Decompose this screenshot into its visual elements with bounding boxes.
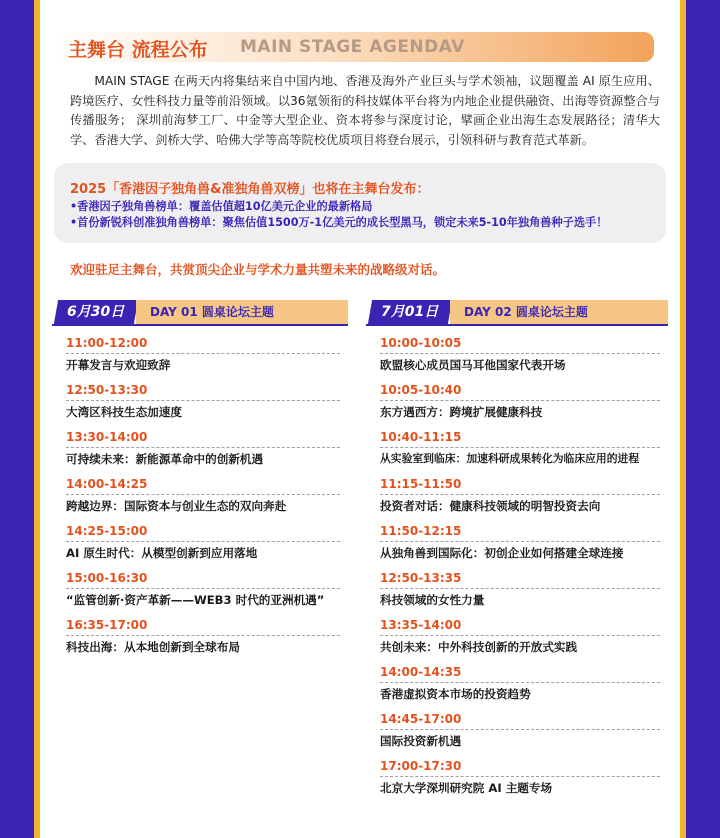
schedule-item (380, 334, 668, 381)
schedule-item (380, 616, 668, 663)
session-topic: “监管创新·资产革新——WEB3 时代的亚洲机遇” (66, 593, 325, 607)
left-border (0, 0, 40, 838)
schedule-item (66, 381, 348, 428)
session-topic: 从独角兽到国际化：初创企业如何搭建全球连接 (380, 546, 624, 560)
session-time: 17:00-17:30 (380, 757, 660, 777)
day1-header (52, 300, 348, 324)
day1-schedule (52, 300, 348, 654)
session-topic: 香港虚拟资本市场的投资趋势 (380, 687, 531, 701)
page-title: 主舞台 流程公布 (68, 39, 208, 61)
day2-list (380, 334, 668, 804)
session-time: 12:50-13:35 (380, 569, 660, 589)
day2-header (366, 300, 668, 324)
rankings-notice-box (54, 163, 666, 243)
day2-schedule (366, 300, 668, 795)
day1-date-badge: 6月30日 (54, 300, 138, 324)
session-topic: 欧盟核心成员国马耳他国家代表开场 (380, 358, 566, 372)
session-topic: 共创未来：中外科技创新的开放式实践 (380, 640, 578, 654)
day1-list (66, 334, 348, 663)
session-topic: 投资者对话：健康科技领域的明智投资去向 (380, 499, 601, 513)
notice-title: 2025「香港因子独角兽&准独角兽双榜」也将在主舞台发布： (70, 182, 430, 197)
intro-paragraph: MAIN STAGE 在两天内将集结来自中国内地、香港及海外产业巨头与学术领袖，议题覆盖 AI 原生应用、跨境医疗、女性科技力量等前沿领域。以36氪领衔的科技媒体平台将为内地企业提供融资、出海等资源整合与传播服务； 深圳前海梦工厂、中金等大型企业、资本将参与深度讨论，擘画企业出海生态发展路径；清华大学、香港大学、剑桥大学、哈佛大学等高等院校优质项目将登台展示，引领科研与教育范式革新。 (70, 74, 660, 147)
session-time: 12:50-13:30 (66, 381, 340, 401)
session-topic: 大湾区科技生态加速度 (66, 405, 182, 419)
session-topic: 东方遇西方：跨境扩展健康科技 (380, 405, 543, 419)
session-time: 13:35-14:00 (380, 616, 660, 636)
section-title-bar (52, 32, 654, 62)
session-topic: 可持续未来：新能源革命中的创新机遇 (66, 452, 264, 466)
day2-date-badge: 7月01日 (368, 300, 452, 324)
schedule-item (380, 381, 668, 428)
session-time: 13:30-14:00 (66, 428, 340, 448)
schedule-item (380, 757, 668, 804)
page-title-english: MAIN STAGE AGENDAV (240, 37, 465, 57)
session-time: 16:35-17:00 (66, 616, 340, 636)
schedule-item (66, 522, 348, 569)
notice-line: •香港因子独角兽榜单：覆盖估值超10亿美元企业的最新格局 (70, 200, 373, 213)
session-topic: 开幕发言与欢迎致辞 (66, 358, 171, 372)
session-topic: 北京大学深圳研究院 AI 主题专场 (380, 781, 553, 795)
schedule-item (380, 475, 668, 522)
session-topic: 跨越边界：国际资本与创业生态的双向奔赴 (66, 499, 287, 513)
session-topic: 从实验室到临床：加速科研成果转化为临床应用的进程 (380, 452, 640, 465)
session-time: 14:25-15:00 (66, 522, 340, 542)
session-time: 14:00-14:25 (66, 475, 340, 495)
session-time: 10:40-11:15 (380, 428, 660, 448)
session-topic: 科技领域的女性力量 (380, 593, 485, 607)
schedule-item (66, 569, 348, 616)
schedule-item (66, 616, 348, 663)
session-topic: AI 原生时代：从模型创新到应用落地 (66, 546, 258, 560)
agenda-page (52, 0, 668, 838)
schedule-item (380, 569, 668, 616)
day2-label: DAY 02 圆桌论坛主题 (450, 300, 668, 324)
session-topic: 国际投资新机遇 (380, 734, 462, 748)
schedule-item (66, 334, 348, 381)
schedule-item (66, 475, 348, 522)
session-time: 11:00-12:00 (66, 334, 340, 354)
schedule-item (380, 522, 668, 569)
day1-label: DAY 01 圆桌论坛主题 (136, 300, 348, 324)
session-time: 11:15-11:50 (380, 475, 660, 495)
session-topic: 科技出海：从本地创新到全球布局 (66, 640, 240, 654)
schedule-item (380, 663, 668, 710)
session-time: 14:45-17:00 (380, 710, 660, 730)
schedule-item (66, 428, 348, 475)
session-time: 10:05-10:40 (380, 381, 660, 401)
welcome-text: 欢迎驻足主舞台，共赏顶尖企业与学术力量共塑未来的战略级对话。 (70, 262, 446, 277)
session-time: 14:00-14:35 (380, 663, 660, 683)
notice-line: •首份新锐科创准独角兽榜单：聚焦估值1500万-1亿美元的成长型黑马，锁定未来5-10年独角兽种子选手！ (70, 216, 608, 229)
session-time: 10:00-10:05 (380, 334, 660, 354)
session-time: 11:50-12:15 (380, 522, 660, 542)
right-border (680, 0, 720, 838)
schedule-item (380, 710, 668, 757)
schedule-item (380, 428, 668, 475)
session-time: 15:00-16:30 (66, 569, 340, 589)
